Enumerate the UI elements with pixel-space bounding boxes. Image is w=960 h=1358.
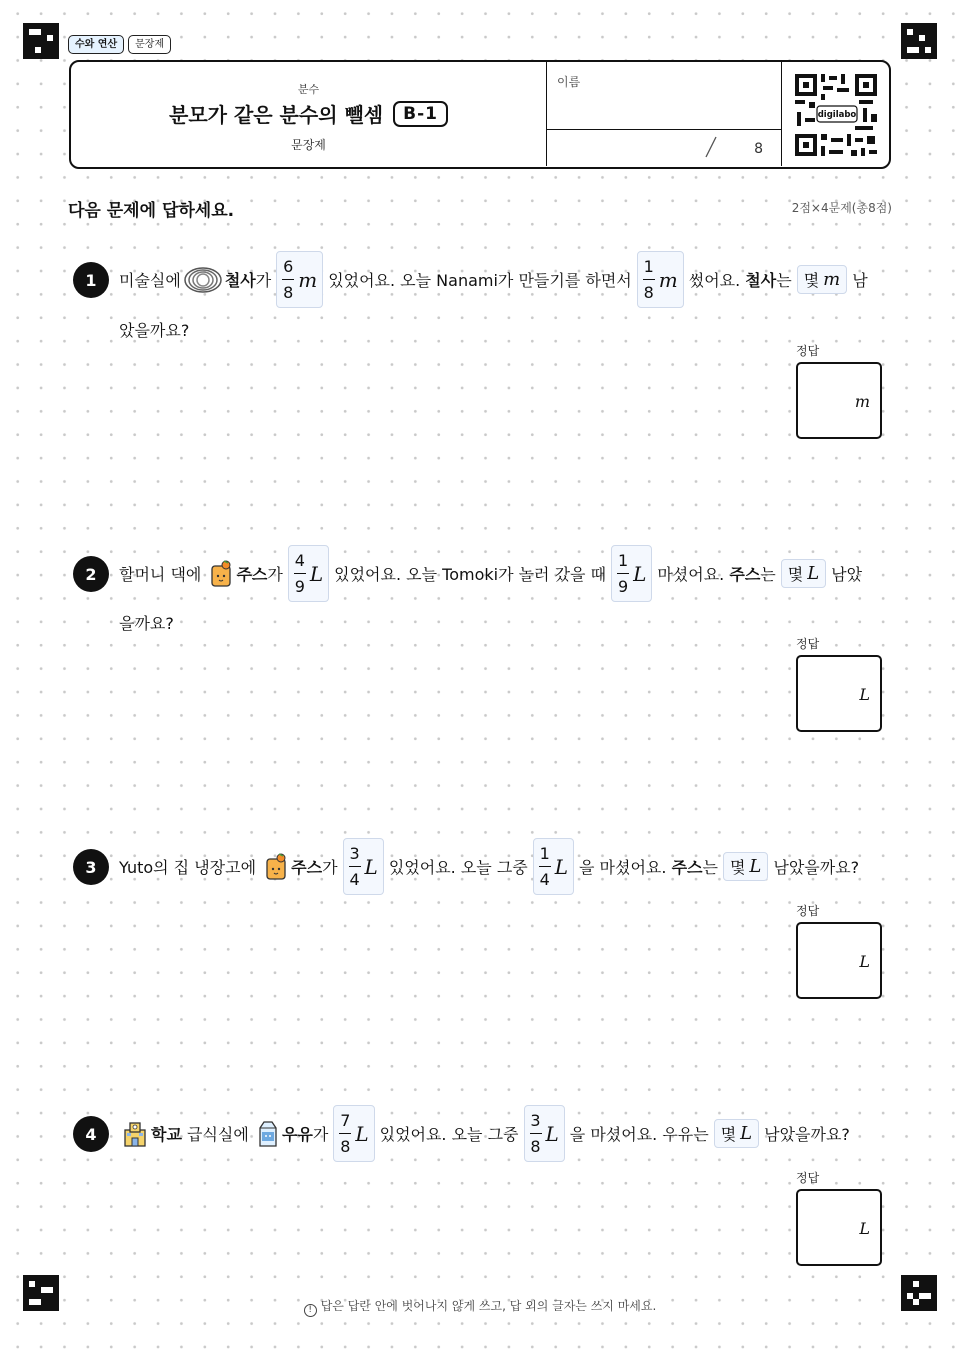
numerator: 1 (539, 844, 550, 863)
unit: L (364, 854, 378, 879)
answer-box-4[interactable] (796, 1189, 882, 1266)
q1-item: 철사 (224, 271, 256, 290)
question-number: 2 (73, 556, 109, 592)
answer-unit: L (859, 1219, 870, 1238)
qr-code-icon (793, 72, 879, 158)
q4-how-many-box (714, 1119, 759, 1148)
q2-text-4: 마셨어요. (657, 565, 725, 584)
unit: L (545, 1121, 559, 1146)
answer-label: 정답 (796, 637, 820, 651)
question-2-text-line2: 을까요? (119, 614, 174, 633)
numerator: 1 (617, 551, 629, 570)
question-3-text (119, 838, 859, 895)
question-1-text (119, 251, 868, 308)
q4-place: 학교 (151, 1125, 182, 1144)
unit: L (554, 854, 569, 879)
q3-item-2: 주스 (671, 858, 703, 877)
q2-text-6: 남았 (831, 565, 863, 584)
school-icon (121, 1120, 149, 1148)
q2-fraction-1 (288, 545, 329, 602)
q3-text-1: Yuto의 집 냉장고에 (119, 858, 257, 877)
answer-box-3[interactable] (796, 922, 882, 999)
answer-unit: L (859, 685, 870, 704)
q4-text-2: 가 (312, 1125, 329, 1144)
denominator: 4 (349, 870, 360, 889)
q1-text-4: 썼어요. (688, 271, 741, 290)
tag-type: 문장제 (128, 35, 171, 54)
q1-text-1: 미술실에 (119, 271, 181, 290)
q3-text-5: 는 (702, 858, 718, 877)
warning-icon: ! (304, 1304, 317, 1317)
question-number: 4 (73, 1116, 109, 1152)
unit: m (298, 267, 318, 292)
points-info: 2점×4문제(총8점) (791, 201, 892, 215)
q2-text-3: 있었어요. 오늘 Tomoki가 놀러 갔을 때 (334, 565, 607, 584)
corner-marker-top-left (23, 23, 59, 59)
juice-icon (263, 853, 289, 881)
q2-how-many-box (781, 559, 826, 588)
name-label: 이름 (557, 75, 581, 89)
answer-label: 정답 (796, 344, 820, 358)
q1-fraction-1 (276, 251, 323, 308)
q2-fraction-2 (611, 545, 652, 602)
q4-text-3: 있었어요. 오늘 그중 (379, 1125, 519, 1144)
q3-how-many-box (723, 852, 768, 881)
juice-icon (208, 560, 234, 588)
denominator: 8 (530, 1137, 541, 1156)
q4-fraction-2 (524, 1105, 565, 1162)
how-many-label: 몇 (720, 1125, 737, 1144)
question-number: 3 (73, 849, 109, 885)
q1-text-3: 있었어요. 오늘 Nanami가 만들기를 하면서 (328, 271, 632, 290)
how-many-label: 몇 (729, 858, 746, 877)
worksheet-code: B-1 (393, 101, 448, 127)
q4-item: 우유 (281, 1125, 313, 1144)
q4-text-1: 급식실에 (187, 1125, 249, 1144)
question-2-text (119, 545, 862, 602)
category-tags (68, 35, 171, 54)
answer-box-1[interactable] (796, 362, 882, 439)
qr-label: digilabo (817, 110, 857, 120)
answer-unit: L (859, 952, 870, 971)
denominator: 4 (539, 870, 550, 889)
denominator: 8 (643, 283, 654, 302)
unit: m (823, 269, 841, 290)
q2-item: 주스 (236, 565, 268, 584)
unit: L (749, 856, 762, 877)
answer-label: 정답 (796, 1171, 820, 1185)
how-many-label: 몇 (803, 271, 820, 290)
denominator: 8 (283, 283, 294, 302)
q1-fraction-2 (637, 251, 684, 308)
q3-text-2: 가 (322, 858, 338, 877)
q3-text-6: 남았을까요? (773, 858, 860, 877)
wire-coil-icon (183, 266, 223, 294)
unit: m (658, 267, 678, 292)
numerator: 1 (643, 257, 654, 276)
numerator: 3 (530, 1111, 541, 1130)
footer-note (0, 1297, 960, 1317)
denominator: 9 (617, 577, 629, 596)
denominator: 9 (294, 577, 305, 596)
q4-text-4: 을 마셨어요. 우유는 (569, 1125, 709, 1144)
divider (547, 129, 781, 130)
unit: L (740, 1123, 753, 1144)
q4-fraction-1 (333, 1105, 374, 1162)
score-slash-icon (702, 135, 720, 159)
subject-label: 분수 (297, 83, 320, 96)
answer-box-2[interactable] (796, 655, 882, 732)
total-score: 8 (754, 141, 763, 157)
milk-carton-icon (256, 1120, 280, 1148)
title-panel (71, 62, 546, 166)
answer-unit: m (854, 392, 870, 411)
q3-text-3: 있었어요. 오늘 그중 (388, 858, 528, 877)
q2-item-2: 주스 (729, 565, 761, 584)
question-number: 1 (73, 262, 109, 298)
question-1-text-line2: 았을까요? (119, 321, 190, 340)
name-score-panel (546, 62, 782, 166)
corner-marker-top-right (901, 23, 937, 59)
q2-text-2: 가 (267, 565, 283, 584)
unit: L (355, 1121, 369, 1146)
instruction: 다음 문제에 답하세요. (68, 201, 235, 221)
q3-text-4: 을 마셨어요. (579, 858, 667, 877)
worksheet-type: 문장제 (291, 138, 326, 152)
q3-item: 주스 (291, 858, 323, 877)
tag-category: 수와 연산 (68, 35, 124, 54)
denominator: 8 (340, 1137, 351, 1156)
unit: L (633, 561, 647, 586)
worksheet-header (69, 60, 891, 169)
unit: L (807, 563, 820, 584)
q1-how-many-box (797, 265, 848, 294)
q1-text-5: 는 (776, 271, 792, 290)
question-4-text (119, 1105, 850, 1162)
unit: L (309, 561, 324, 586)
q4-text-6: 남았을까요? (764, 1125, 850, 1144)
q3-fraction-2 (533, 838, 574, 895)
q2-text-5: 는 (760, 565, 776, 584)
q2-text-1: 할머니 댁에 (119, 565, 202, 584)
q1-item-2: 철사 (745, 271, 777, 290)
q3-fraction-1 (343, 838, 384, 895)
numerator: 3 (349, 844, 360, 863)
footer-text: 답은 답란 안에 벗어나지 않게 쓰고, 답 외의 글자는 쓰지 마세요. (320, 1299, 657, 1313)
how-many-label: 몇 (787, 565, 804, 584)
worksheet-title: 분모가 같은 분수의 뺄셈 (169, 103, 384, 127)
numerator: 4 (294, 551, 305, 570)
q1-text-2: 가 (255, 271, 272, 290)
answer-label: 정답 (796, 904, 820, 918)
numerator: 7 (340, 1111, 351, 1130)
q1-text-6: 남 (852, 271, 868, 290)
numerator: 6 (283, 257, 294, 276)
